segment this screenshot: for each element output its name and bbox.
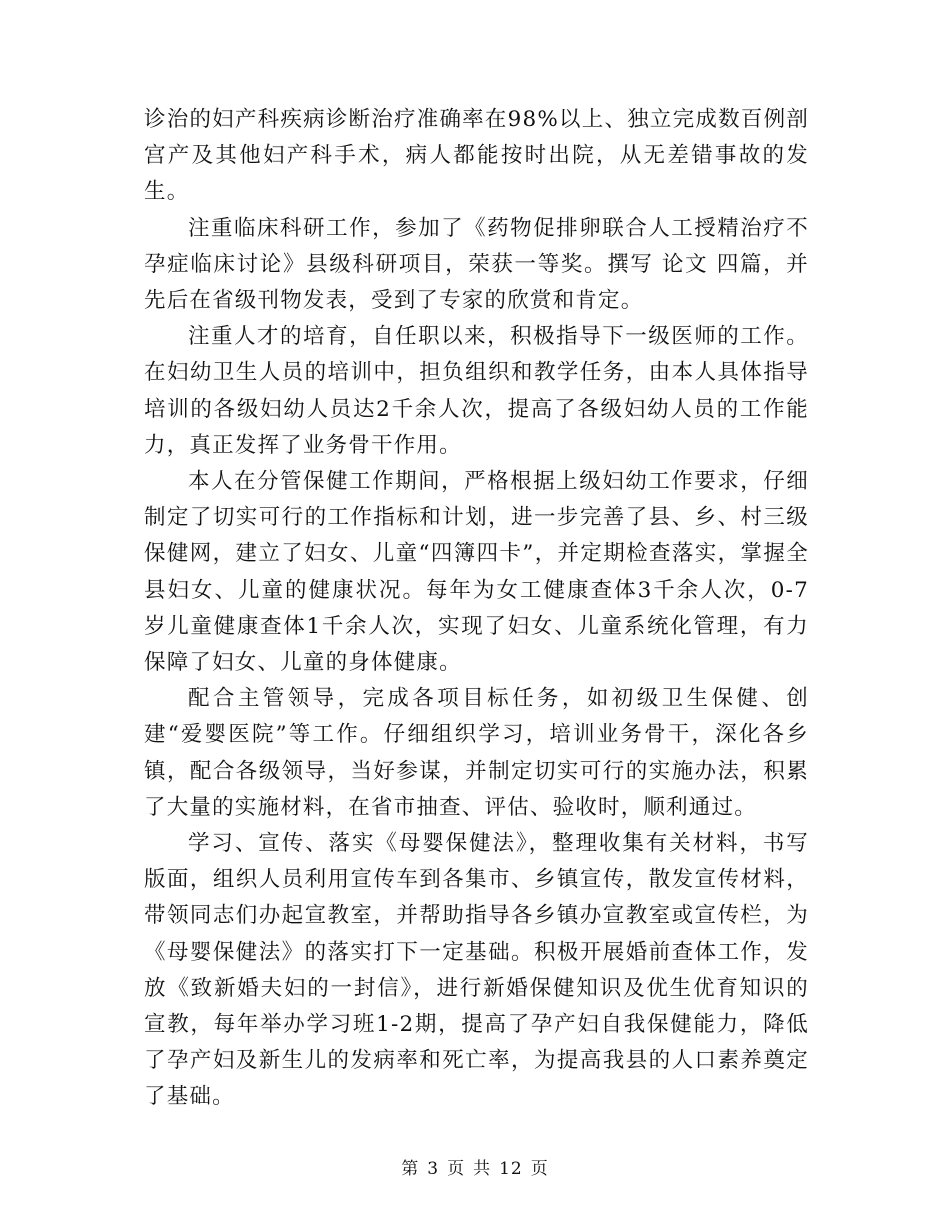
paragraph-1: 诊治的妇产科疾病诊断治疗准确率在98%以上、独立完成数百例剖宫产及其他妇产科手术，病人都能按时出院，从无差错事故的发生。 <box>144 107 809 205</box>
footer-label-unit: 页 <box>447 1159 466 1179</box>
paragraph-3: 注重人才的培育，自任职以来，积极指导下一级医师的工作。在妇幼卫生人员的培训中，担负组织和教学任务，由本人具体指导培训的各级妇幼人员达2千余人次，提高了各级妇幼人员的工作能力，真正发挥了业务骨干作用。 <box>144 324 809 458</box>
paragraph-5: 配合主管领导，完成各项目标任务，如初级卫生保健、创建“爱婴医院”等工作。仔细组织学习，培训业务骨干，深化各乡镇，配合各级领导，当好参谋，并制定切实可行的实施办法，积累了大量的实施材料，在省市抽查、评估、验收时，顺利通过。 <box>144 686 809 820</box>
document-body <box>144 102 809 1116</box>
footer-label-total: 共 <box>473 1159 492 1179</box>
page-footer <box>0 1154 950 1179</box>
paragraph-2: 注重临床科研工作，参加了《药物促排卵联合人工授精治疗不孕症临床讨论》县级科研项目，荣获一等奖。撰写 论文 四篇，并先后在省级刊物发表，受到了专家的欣赏和肯定。 <box>144 215 809 314</box>
footer-label-unit-end: 页 <box>530 1159 549 1179</box>
footer-label-page: 第 <box>401 1159 420 1179</box>
footer-total-pages: 12 <box>499 1159 523 1179</box>
footer-current-page: 3 <box>427 1159 440 1179</box>
paragraph-4: 本人在分管保健工作期间，严格根据上级妇幼工作要求，仔细制定了切实可行的工作指标和计划，进一步完善了县、乡、村三级保健网，建立了妇女、儿童“四簿四卡”，并定期检查落实，掌握全县妇女、儿童的健康状况。每年为女工健康查体3千余人次，0-7岁儿童健康查体1千余人次，实现了妇女、儿童系统化管理，有力保障了妇女、儿童的身体健康。 <box>144 469 809 676</box>
paragraph-6: 学习、宣传、落实《母婴保健法》，整理收集有关材料，书写版面，组织人员利用宣传车到各集市、乡镇宣传，散发宣传材料，带领同志们办起宣教室，并帮助指导各乡镇办宣教室或宣传栏，为《母婴保健法》的落实打下一定基础。积极开展婚前查体工作，发放《致新婚夫妇的一封信》，进行新婚保健知识及优生优育知识的宣教，每年举办学习班1-2期，提高了孕产妇自我保健能力，降低了孕产妇及新生儿的发病率和死亡率，为提高我县的人口素养奠定了基础。 <box>144 831 809 1110</box>
